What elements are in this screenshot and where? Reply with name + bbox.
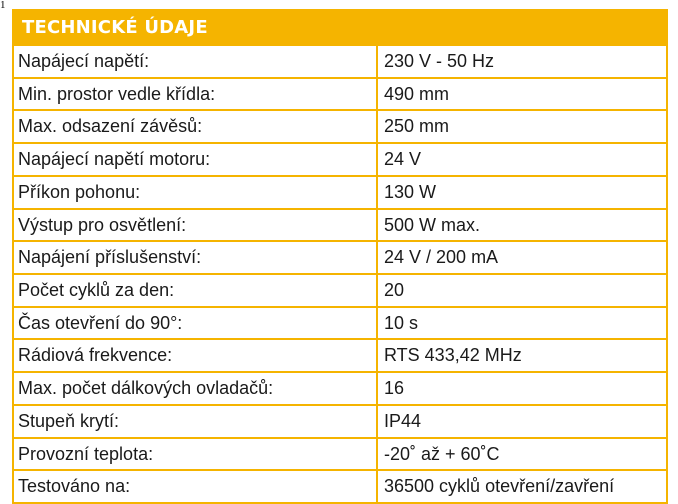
spec-label: Stupeň krytí:	[14, 406, 378, 437]
spec-label: Příkon pohonu:	[14, 177, 378, 208]
spec-value: 16	[384, 378, 405, 399]
spec-label: Max. počet dálkových ovladačů:	[14, 373, 378, 404]
table-row	[14, 44, 666, 77]
table-row	[14, 175, 666, 208]
technical-specs-table	[12, 9, 668, 504]
spec-value: IP44	[384, 410, 422, 431]
table-row	[14, 437, 666, 470]
page-marker: 1	[0, 0, 6, 11]
spec-label: Výstup pro osvětlení:	[14, 210, 378, 241]
spec-label: Min. prostor vedle křídla:	[14, 79, 378, 110]
table-title: TECHNICKÉ ÚDAJE	[14, 11, 666, 44]
spec-label: Napájecí napětí:	[14, 46, 378, 77]
spec-value: 10 s	[384, 312, 419, 333]
table-row	[14, 273, 666, 306]
table-row	[14, 240, 666, 273]
spec-value: 24 V	[384, 149, 422, 170]
table-row	[14, 142, 666, 175]
table-row	[14, 208, 666, 241]
spec-label: Rádiová frekvence:	[14, 340, 378, 371]
spec-value: 24 V / 200 mA	[384, 247, 499, 268]
spec-label: Testováno na:	[14, 471, 378, 502]
spec-rows	[14, 44, 666, 502]
spec-value: 20	[384, 280, 405, 301]
spec-value: 36500 cyklů otevření/zavření	[384, 476, 615, 497]
spec-value: 500 W max.	[384, 214, 481, 235]
spec-value: 250 mm	[384, 116, 450, 137]
spec-label: Max. odsazení závěsů:	[14, 111, 378, 142]
spec-label: Provozní teplota:	[14, 439, 378, 470]
table-row	[14, 306, 666, 339]
spec-label: Čas otevření do 90°:	[14, 308, 378, 339]
spec-value: 130 W	[384, 181, 437, 202]
spec-value: 230 V - 50 Hz	[384, 51, 495, 71]
table-row	[14, 77, 666, 110]
table-row	[14, 338, 666, 371]
spec-value: -20˚ až + 60˚C	[384, 443, 500, 464]
spec-label: Napájecí napětí motoru:	[14, 144, 378, 175]
spec-label: Počet cyklů za den:	[14, 275, 378, 306]
spec-value: 490 mm	[384, 83, 450, 104]
table-row	[14, 109, 666, 142]
table-row	[14, 404, 666, 437]
table-row	[14, 469, 666, 502]
spec-value: RTS 433,42 MHz	[384, 345, 522, 366]
table-row	[14, 371, 666, 404]
spec-label: Napájení příslušenství:	[14, 242, 378, 273]
